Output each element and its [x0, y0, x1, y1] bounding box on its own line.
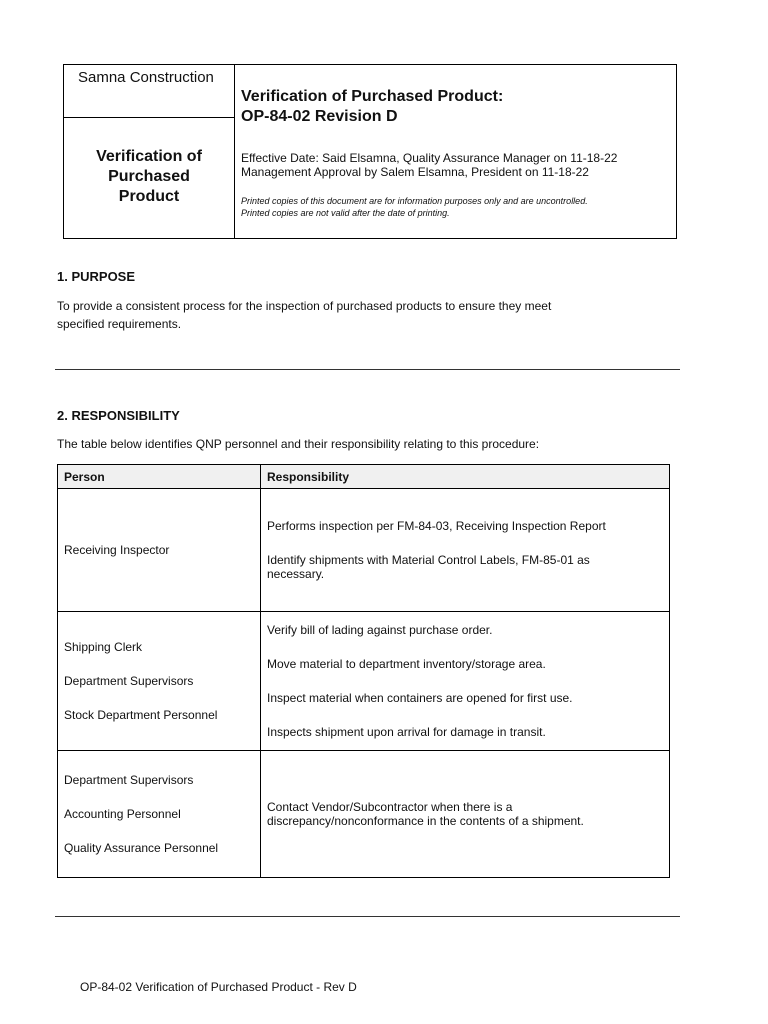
responsibility-item: Inspects shipment upon arrival for damage in transit. [267, 725, 546, 739]
column-header-person: Person [58, 465, 261, 489]
purpose-heading: 1. PURPOSE [57, 269, 136, 284]
purpose-text [57, 297, 551, 333]
table-row [58, 612, 670, 751]
document-title [241, 87, 503, 127]
person-name: Receiving Inspector [64, 543, 170, 557]
responsibility-table [57, 464, 670, 878]
person-cell [58, 489, 261, 612]
responsibility-item: Contact Vendor/Subcontractor when there is a [267, 800, 513, 814]
uncontrolled-copy-note [241, 195, 588, 219]
responsibility-item: Identify shipments with Material Control Labels, FM-85-01 as [267, 553, 590, 567]
effective-date-line: Effective Date: Said Elsamna, Quality Assurance Manager on 11-18-22 [241, 151, 618, 165]
person-name: Stock Department Personnel [64, 708, 218, 722]
responsibility-heading: 2. RESPONSIBILITY [57, 408, 180, 423]
responsibility-item: Inspect material when containers are opened for first use. [267, 691, 573, 705]
document-title-line2: OP-84-02 Revision D [241, 108, 398, 125]
header-divider-vertical [234, 65, 235, 238]
responsibility-item: Move material to department inventory/storage area. [267, 657, 546, 671]
responsibility-cell [261, 751, 670, 878]
person-name: Quality Assurance Personnel [64, 841, 219, 855]
person-name: Accounting Personnel [64, 807, 181, 821]
person-cell [58, 612, 261, 751]
left-title: Verification of Purchased Product [96, 148, 202, 205]
person-name: Department Supervisors [64, 773, 194, 787]
responsibility-cell [261, 612, 670, 751]
purpose-text-line2: specified requirements. [57, 317, 182, 331]
effective-date-block [241, 151, 617, 179]
approval-line: Management Approval by Salem Elsamna, President on 11-18-22 [241, 165, 589, 179]
document-title-line1: Verification of Purchased Product: [241, 88, 504, 105]
person-name: Department Supervisors [64, 674, 194, 688]
section-divider-2 [55, 916, 680, 917]
responsibility-intro: The table below identifies QNP personnel and their responsibility relating to this procedure: [57, 437, 540, 451]
responsibility-cell [261, 489, 670, 612]
purpose-text-line1: To provide a consistent process for the inspection of purchased products to ensure they meet [57, 299, 552, 313]
note-line2: Printed copies are not valid after the date of printing. [241, 208, 450, 218]
section-divider-1 [55, 369, 680, 370]
table-row [58, 751, 670, 878]
note-line1: Printed copies of this document are for information purposes only and are uncontrolled. [241, 196, 588, 206]
table-header-row [58, 465, 670, 489]
column-header-responsibility: Responsibility [261, 465, 670, 489]
person-name: Shipping Clerk [64, 640, 143, 654]
responsibility-item: Verify bill of lading against purchase order. [267, 623, 493, 637]
page-footer: OP-84-02 Verification of Purchased Product - Rev D [80, 980, 357, 994]
responsibility-item: necessary. [267, 567, 325, 581]
responsibility-item: Performs inspection per FM-84-03, Receiving Inspection Report [267, 519, 606, 533]
table-row [58, 489, 670, 612]
responsibility-item: discrepancy/nonconformance in the contents of a shipment. [267, 814, 584, 828]
header-divider-horizontal [64, 117, 234, 118]
document-header-box [63, 64, 677, 239]
person-cell [58, 751, 261, 878]
company-name: Samna Construction [78, 69, 214, 86]
